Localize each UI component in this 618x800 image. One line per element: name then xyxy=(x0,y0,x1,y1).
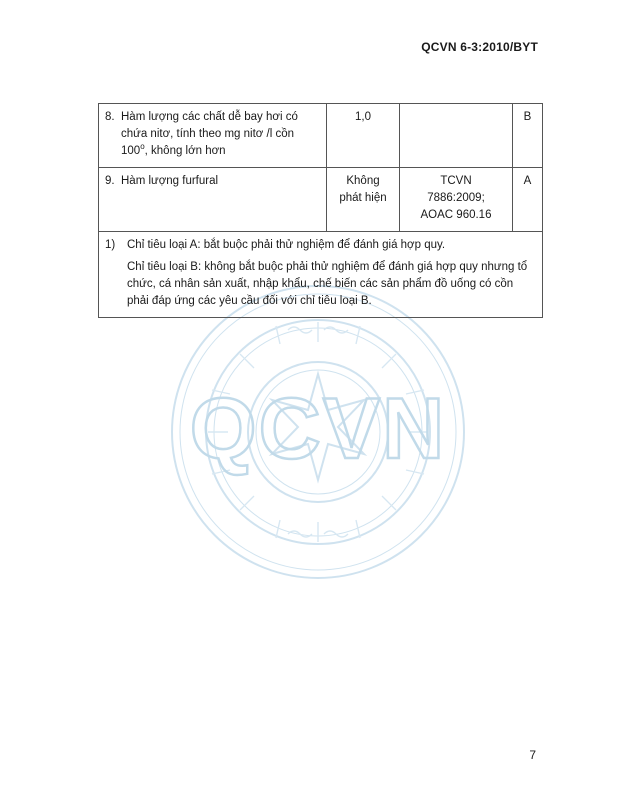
criterion-name-cell xyxy=(99,168,327,232)
method-cell xyxy=(400,104,513,168)
row-number: 8. xyxy=(105,111,115,123)
table-row xyxy=(99,104,543,168)
table-row xyxy=(99,168,543,232)
row-number: 9. xyxy=(105,175,115,187)
note-b: Chỉ tiêu loại B: không bắt buộc phải thử nghiệm để đánh giá hợp quy nhưng tổ chức, cá nhân sản xuất, nhập khẩu, chế biến các sản phẩm đồ uống có cồn phải đáp ứng các yêu cầu đối với chỉ tiêu loại B. xyxy=(127,261,528,307)
page-number: 7 xyxy=(529,748,536,762)
method-cell: TCVN 7886:2009; AOAC 960.16 xyxy=(400,168,513,232)
criterion-name: Hàm lượng furfural xyxy=(121,175,219,187)
limit-cell: Không phát hiện xyxy=(327,168,400,232)
qcvn-watermark-seal xyxy=(168,282,468,582)
note-a: 1) Chỉ tiêu loại A: bắt buộc phải thử nghiệm để đánh giá hợp quy. xyxy=(105,239,446,251)
criterion-type-cell: A xyxy=(513,168,543,232)
criterion-name-cell xyxy=(99,104,327,168)
document-code: QCVN 6-3:2010/BYT xyxy=(421,40,538,54)
limit-cell: 1,0 xyxy=(327,104,400,168)
spec-table xyxy=(98,103,543,318)
notes-row xyxy=(99,232,543,318)
criterion-name: Hàm lượng các chất dễ bay hơi có chứa nitơ, tính theo mg nitơ /l cồn 100$^o$, không lớn hơn xyxy=(121,111,298,157)
watermark-text: QCVN xyxy=(189,381,447,477)
notes-cell xyxy=(99,232,543,318)
criterion-type-cell: B xyxy=(513,104,543,168)
